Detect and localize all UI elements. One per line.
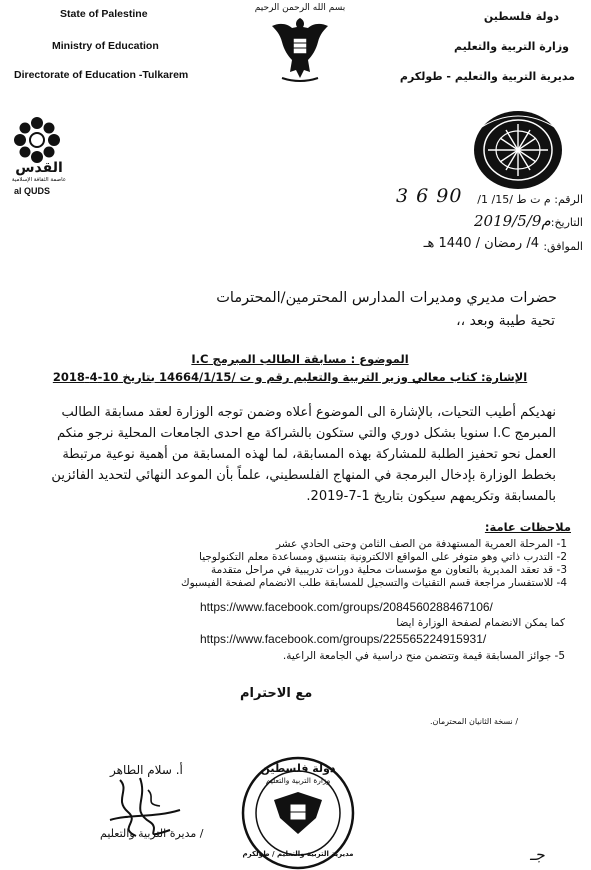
subject-line: الموضوع : مسابقة الطالب المبرمج I.C (191, 352, 409, 366)
al-quds-logo (10, 115, 64, 165)
signatory-name: أ. سلام الطاهر (110, 763, 183, 777)
al-quds-logo-english: al QUDS (14, 186, 51, 196)
header-en-state: State of Palestine (60, 8, 148, 20)
hijri-label: الموافق: (543, 240, 583, 253)
url-intro: كما يمكن الانضمام لصفحة الوزارة ايضا (396, 617, 565, 629)
header-ar-ministry: وزارة التربية والتعليم (454, 40, 569, 53)
palestine-eagle-emblem (268, 14, 332, 84)
notes-list (27, 538, 567, 590)
basmala: بسم الله الرحمن الرحيم (254, 3, 346, 13)
ref-number-handwritten: 3 6 90 (396, 185, 463, 207)
note-item-5: 5- جوائز المسابقة قيمة وتتضمن منح دراسية في الجامعة الراعية. (282, 650, 565, 662)
header-ar-directorate: مديرية التربية والتعليم - طولكرم (399, 70, 575, 83)
signatory-title: / مديرة التربية والتعليم (100, 827, 204, 840)
al-quds-logo-arabic: القدس (15, 160, 63, 176)
ref-label: الرقم: م ت ط /15/ 1/ (477, 193, 583, 206)
hijri-value: 4/ رمضان / 1440 هـ (423, 236, 539, 251)
corner-handwritten-mark: جـ (530, 845, 545, 864)
facebook-url-1[interactable]: https://www.facebook.com/groups/2084560288467106/ (200, 600, 493, 614)
greeting: تحية طيبة وبعد ،، (456, 313, 555, 329)
header-en-ministry: Ministry of Education (52, 40, 159, 52)
body-line: نهديكم أطيب التحيات، بالإشارة الى الموضوع أعلاه وضمن توجه الوزارة لعقد مسابقة الطالب (61, 405, 556, 420)
note-item: 1- المرحلة العمرية المستهدفة من الصف الثامن وحتى الحادي عشر (275, 538, 567, 550)
facebook-url-2[interactable]: https://www.facebook.com/groups/225565224915931/ (200, 632, 487, 646)
body-line: العمل نحو تحفيز الطلبة للمشاركة بهذه المسابقة، لما لهذه المسابقة من أهمية نوعية مرتبطة (62, 447, 556, 462)
header-ar-state: دولة فلسطين (483, 10, 559, 23)
cc-note: / نسخة الثانيان المحترمان. (430, 717, 519, 726)
notes-title: ملاحظات عامة: (484, 520, 571, 534)
note-item: 4- للاستفسار مراجعة قسم التقنيات والتسجيل للمسابقة طلب الانضمام لصفحة الفيسبوك (180, 577, 567, 589)
stamp-outer-text: دولة فلسطين (260, 762, 336, 775)
round-stamp-emblem (470, 108, 566, 192)
body-line: المبرمج I.C سنويا بشكل دوري والتي ستكون بالشراكة مع احدى الجامعات المحلية نرجو منكم (57, 426, 556, 441)
note-item: 3- قد تعقد المديرية بالتعاون مع مؤسسات محلية دورات تدريبية في مراحل متقدمة (211, 564, 567, 576)
addressee: حضرات مديري ومديرات المدارس المحترمين/المحترمات (216, 290, 557, 306)
header-en-directorate: Directorate of Education -Tulkarem (14, 69, 189, 81)
al-quds-logo-subtitle: عاصمة الثقافة الإسلامية (11, 177, 67, 183)
date-label: التاريخ: (550, 216, 583, 229)
note-item: 2- التدرب ذاتي وهو متوفر على المواقع الالكترونية بتنسيق ومساعدة معلم التكنولوجيا (199, 551, 567, 563)
stamp-bottom-text: مديرية التربية والتعليم / طولكرم (242, 850, 354, 858)
reference-line: الإشارة: كتاب معالي وزير التربية والتعليم رقم و ت /14664/1/15 بتاريخ 10-4-2018 (52, 370, 528, 384)
body-line: بخطط الوزارة بإدخال البرمجة في المنهاج الفلسطيني، علماً بأن الموعد النهائي لتحديد الفائزين (51, 468, 556, 483)
letter-body (46, 402, 556, 507)
stamp-inner-text: وزارة التربية والتعليم (265, 776, 331, 785)
body-line: بالمسابقة وتكريمهم سيكون بتاريخ 1-7-2019. (306, 489, 556, 504)
closing: مع الاحترام (240, 686, 313, 701)
date-value: 2019/5/9م (474, 212, 551, 230)
